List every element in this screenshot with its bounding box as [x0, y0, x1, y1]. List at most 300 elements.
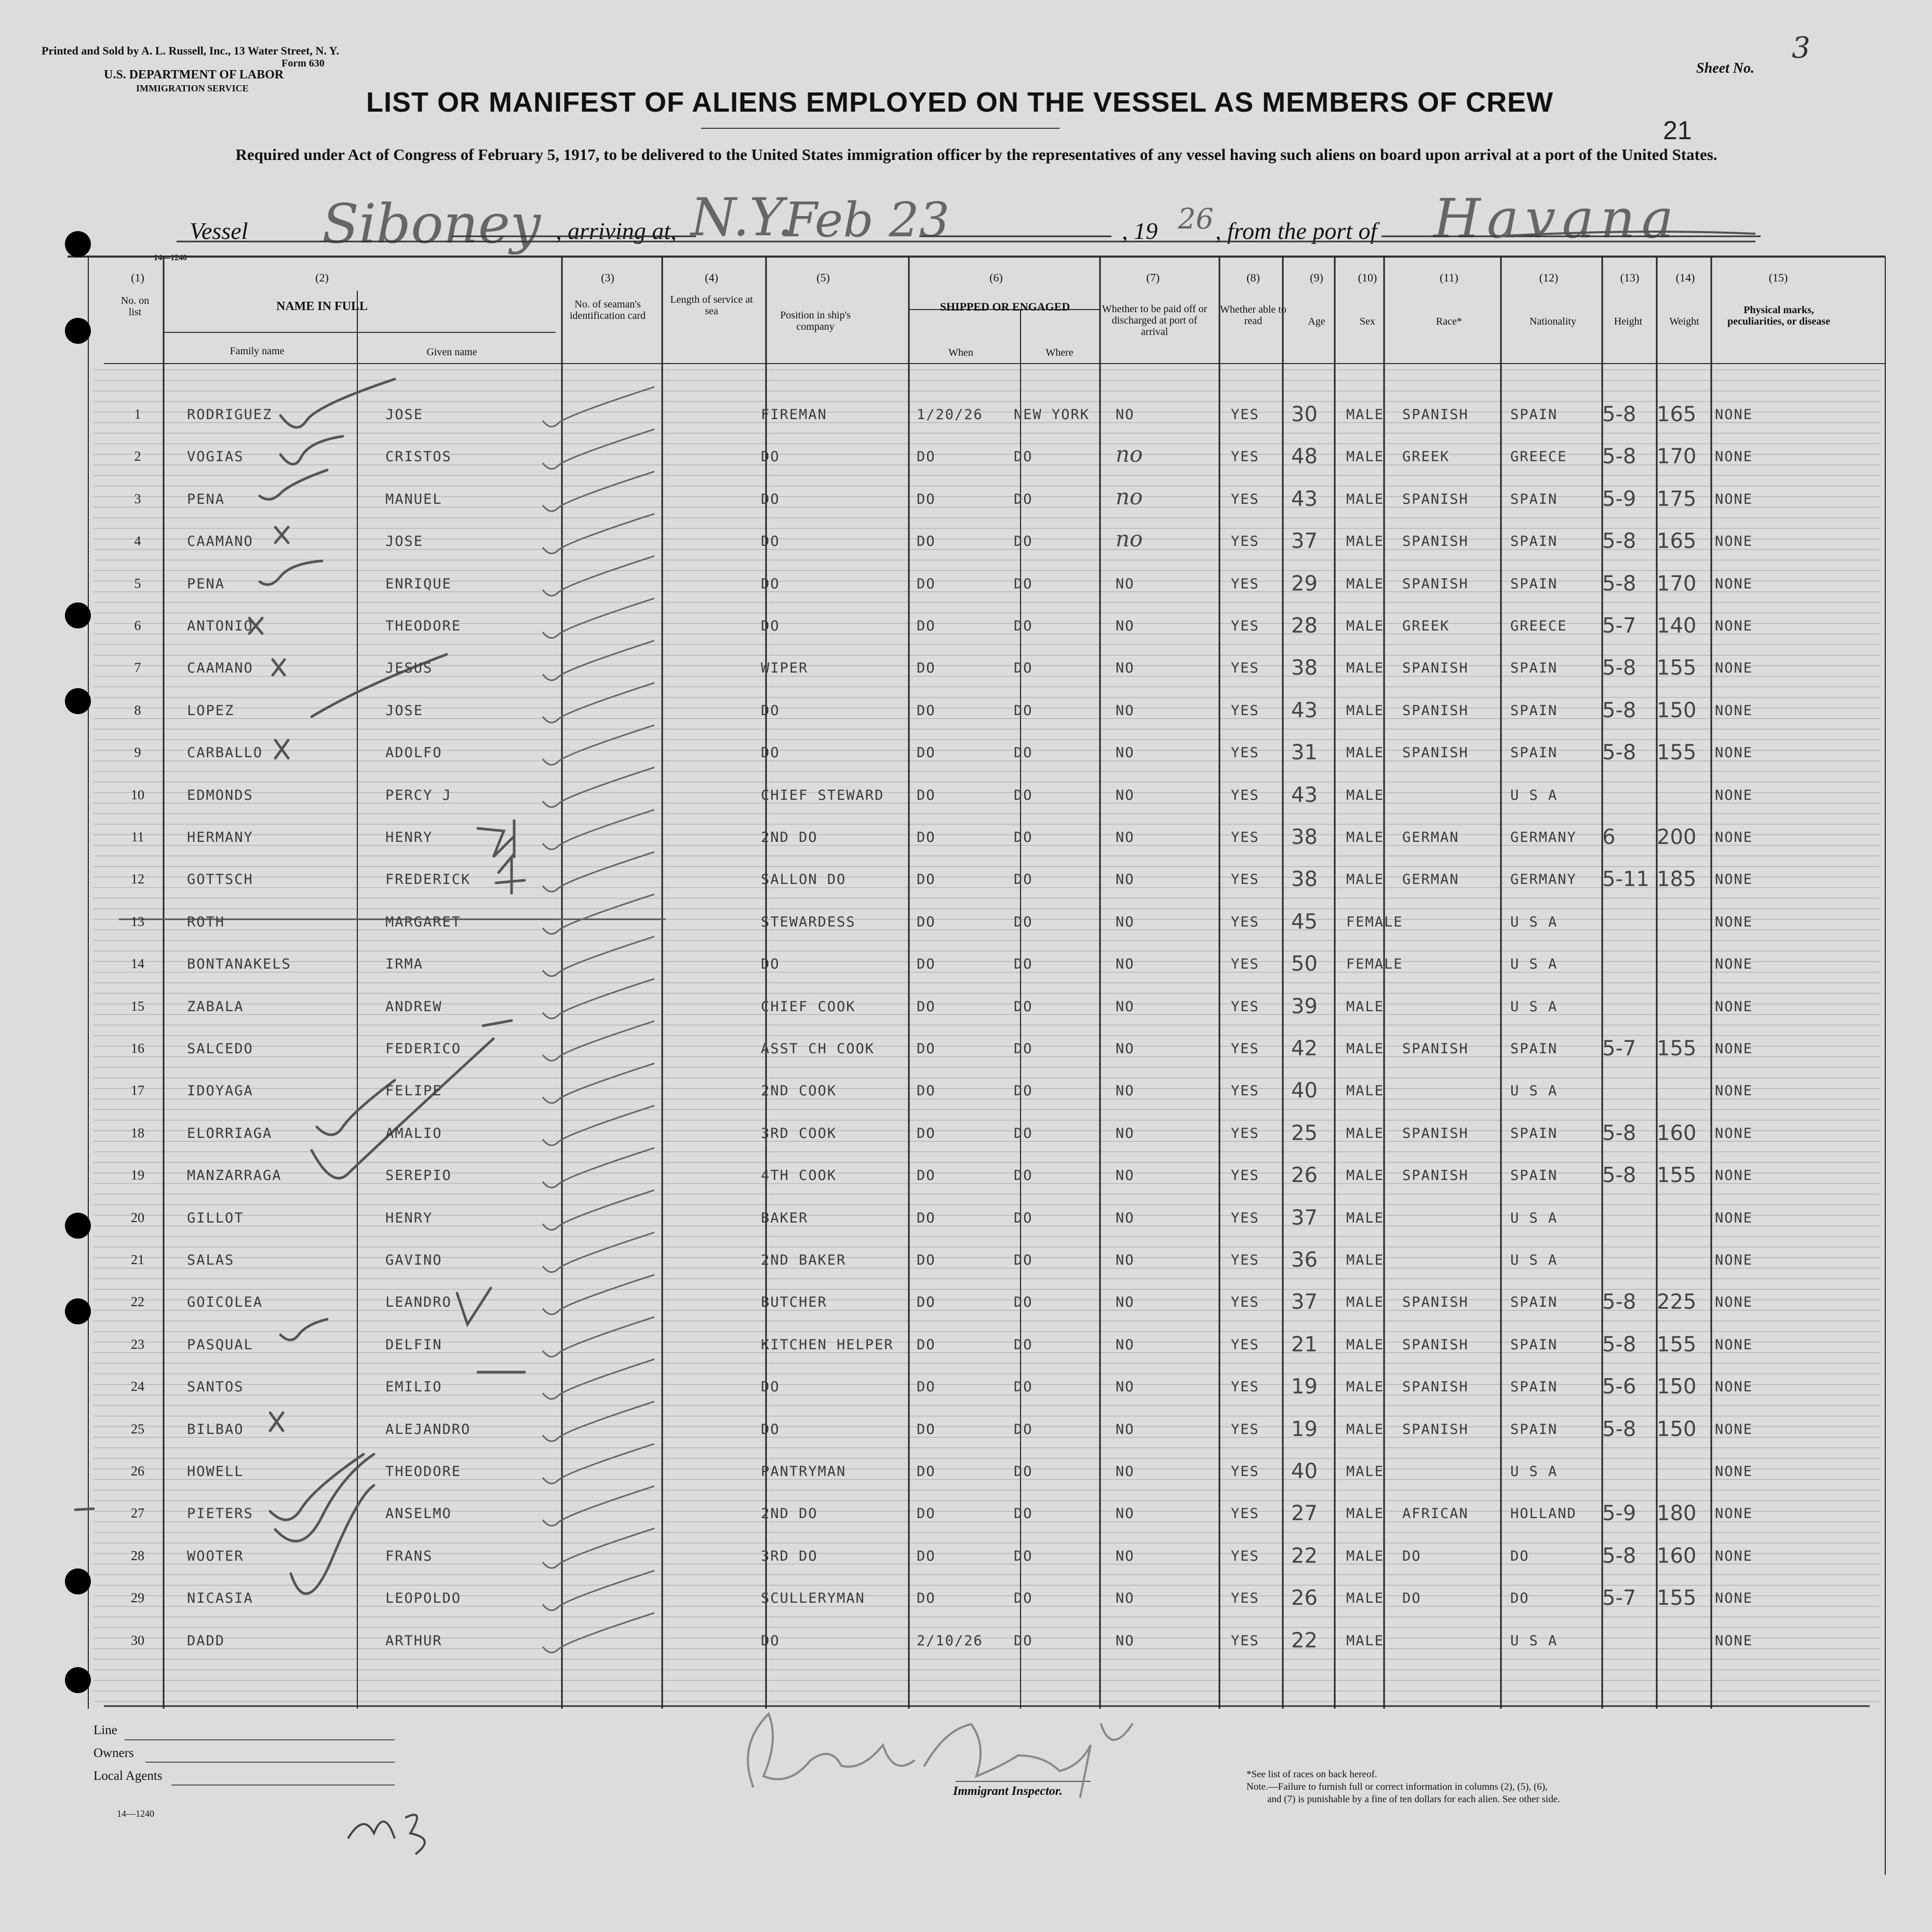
- cell-read: YES: [1231, 407, 1259, 423]
- cell-no: 7: [134, 660, 141, 676]
- cell-when: DO: [917, 1590, 936, 1607]
- cell-race: GREEK: [1402, 449, 1450, 465]
- cell-family: IDOYAGA: [187, 1083, 253, 1099]
- cell-read: YES: [1231, 745, 1259, 761]
- cell-race: SPANISH: [1402, 1336, 1469, 1353]
- cell-where: DO: [1014, 1379, 1033, 1396]
- cell-where: DO: [1014, 575, 1033, 592]
- cell-no: 15: [131, 998, 144, 1014]
- cell-sex: MALE: [1346, 1083, 1385, 1099]
- cell-nat: SPAIN: [1510, 533, 1558, 550]
- cell-read: YES: [1231, 618, 1259, 634]
- cell-paid: NO: [1116, 871, 1135, 888]
- cell-read: YES: [1231, 533, 1259, 550]
- cell-where: DO: [1014, 449, 1033, 465]
- cell-race: SPANISH: [1402, 1421, 1469, 1438]
- note-failure: Note.—Failure to furnish full or correct information in columns (2), (5), (6),: [1246, 1781, 1548, 1792]
- cell-nat: SPAIN: [1510, 1041, 1558, 1057]
- cell-no: 5: [134, 575, 141, 591]
- cell-when: DO: [917, 787, 936, 803]
- cell-when: DO: [917, 1168, 936, 1184]
- cell-sex: MALE: [1346, 1168, 1385, 1184]
- cell-no: 30: [131, 1632, 144, 1648]
- cell-read: YES: [1231, 1210, 1259, 1226]
- cell-age: 25: [1291, 1121, 1318, 1145]
- year-prefix: , 19: [1122, 218, 1158, 244]
- cell-position: DO: [761, 618, 780, 634]
- cell-race: SPANISH: [1402, 491, 1469, 507]
- cell-where: DO: [1014, 1464, 1033, 1480]
- cell-position: DO: [761, 1421, 780, 1438]
- cell-age: 50: [1291, 952, 1318, 976]
- cell-sex: MALE: [1346, 1294, 1385, 1311]
- punch-hole: [65, 1568, 91, 1594]
- cell-sex: MALE: [1346, 871, 1385, 888]
- cell-race: SPANISH: [1402, 660, 1469, 677]
- cell-weight: 155: [1657, 656, 1697, 680]
- cell-paid: NO: [1116, 1336, 1135, 1353]
- cell-family: DADD: [187, 1632, 225, 1649]
- punch-hole: [65, 318, 91, 344]
- col-family-heading: Family name: [230, 345, 285, 357]
- cell-height: 5-8: [1602, 698, 1636, 722]
- cell-when: DO: [917, 660, 936, 677]
- cell-family: BONTANAKELS: [187, 956, 291, 973]
- cell-where: DO: [1014, 1083, 1033, 1099]
- cell-height: 5-8: [1602, 1544, 1636, 1568]
- cell-height: 5-8: [1602, 403, 1636, 426]
- cell-weight: 160: [1657, 1544, 1697, 1568]
- cell-age: 36: [1291, 1248, 1318, 1272]
- cell-where: DO: [1014, 1294, 1033, 1311]
- cell-given: LEOPOLDO: [385, 1590, 462, 1607]
- cell-sex: MALE: [1346, 998, 1385, 1015]
- cell-paid: NO: [1116, 702, 1135, 719]
- cell-paid: NO: [1116, 1294, 1135, 1311]
- cell-position: 3RD DO: [761, 1548, 818, 1564]
- cell-no: 6: [134, 618, 141, 633]
- cell-nat: SPAIN: [1510, 1379, 1558, 1396]
- cell-age: 19: [1291, 1375, 1318, 1399]
- vessel-name: Siboney: [322, 192, 541, 256]
- cell-position: SCULLERYMAN: [761, 1590, 865, 1607]
- cell-paid: no: [1116, 484, 1143, 509]
- cell-age: 28: [1291, 614, 1318, 638]
- cell-marks: NONE: [1715, 1252, 1753, 1268]
- cell-paid: NO: [1116, 787, 1135, 803]
- cell-sex: FEMALE: [1346, 914, 1403, 930]
- cell-nat: GREECE: [1510, 449, 1567, 465]
- cell-family: GILLOT: [187, 1210, 244, 1226]
- cell-no: 12: [131, 871, 144, 887]
- cell-age: 40: [1291, 1079, 1318, 1103]
- cell-family: PENA: [187, 491, 225, 507]
- cell-where: DO: [1014, 1168, 1033, 1184]
- cell-age: 29: [1291, 571, 1318, 596]
- cell-race: SPANISH: [1402, 1125, 1469, 1142]
- cell-paid: NO: [1116, 1083, 1135, 1099]
- cell-family: PENA: [187, 575, 225, 592]
- col-name-heading: NAME IN FULL: [276, 300, 368, 313]
- cell-given: FELIPE: [385, 1083, 442, 1099]
- cell-when: DO: [917, 1252, 936, 1268]
- cell-nat: GREECE: [1510, 618, 1567, 634]
- cell-no: 28: [131, 1548, 144, 1563]
- cell-family: HERMANY: [187, 829, 253, 846]
- col-when-heading: When: [948, 347, 973, 358]
- cell-read: YES: [1231, 1590, 1259, 1607]
- column-number: (12): [1539, 271, 1559, 284]
- cell-position: 2ND COOK: [761, 1083, 837, 1099]
- cell-given: ANSELMO: [385, 1506, 452, 1522]
- cell-where: DO: [1014, 787, 1033, 803]
- cell-sex: MALE: [1346, 1125, 1385, 1142]
- cell-paid: NO: [1116, 618, 1135, 634]
- cell-read: YES: [1231, 1041, 1259, 1057]
- cell-sex: MALE: [1346, 702, 1385, 719]
- cell-marks: NONE: [1715, 491, 1753, 507]
- col-shipped-heading: SHIPPED OR ENGAGED: [940, 300, 1070, 313]
- cell-nat: SPAIN: [1510, 1294, 1558, 1311]
- punch-hole: [65, 1667, 91, 1693]
- col-race-heading: Race*: [1436, 316, 1462, 327]
- cell-weight: 155: [1657, 741, 1697, 765]
- cell-position: 3RD COOK: [761, 1125, 837, 1142]
- cell-no: 18: [131, 1125, 144, 1141]
- cell-sex: MALE: [1346, 449, 1385, 465]
- col-age-heading: Age: [1308, 316, 1325, 327]
- cell-when: DO: [917, 1379, 936, 1396]
- cell-no: 16: [131, 1041, 144, 1056]
- cell-family: ANTONIO: [187, 618, 253, 634]
- cell-height: 5-11: [1602, 867, 1649, 892]
- cell-height: 5-8: [1602, 529, 1636, 554]
- cell-age: 22: [1291, 1628, 1318, 1653]
- cell-paid: NO: [1116, 914, 1135, 930]
- cell-paid: NO: [1116, 1590, 1135, 1607]
- cell-family: WOOTER: [187, 1548, 244, 1564]
- cell-given: ADOLFO: [385, 745, 442, 761]
- cell-no: 8: [134, 702, 141, 718]
- cell-race: SPANISH: [1402, 702, 1469, 719]
- cell-read: YES: [1231, 449, 1259, 465]
- cell-paid: NO: [1116, 1421, 1135, 1438]
- cell-family: LOPEZ: [187, 702, 235, 719]
- cell-read: YES: [1231, 491, 1259, 507]
- sheet-label: Sheet No.: [1696, 60, 1754, 76]
- cell-given: EMILIO: [385, 1379, 442, 1396]
- cell-no: 11: [131, 829, 144, 844]
- from-port: Havana: [1433, 187, 1680, 250]
- cell-position: DO: [761, 956, 780, 973]
- cell-nat: U S A: [1510, 1252, 1558, 1268]
- cell-marks: NONE: [1715, 1590, 1753, 1607]
- cell-given: JOSE: [385, 533, 424, 550]
- note-fine: and (7) is punishable by a fine of ten dollars for each alien. See other side.: [1267, 1794, 1561, 1805]
- cell-marks: NONE: [1715, 1506, 1753, 1522]
- cell-marks: NONE: [1715, 1632, 1753, 1649]
- cell-height: 5-8: [1602, 1290, 1636, 1314]
- cell-when: DO: [917, 575, 936, 592]
- cell-marks: NONE: [1715, 702, 1753, 719]
- cell-no: 9: [134, 745, 141, 760]
- cell-paid: NO: [1116, 1632, 1135, 1649]
- cell-age: 39: [1291, 994, 1318, 1018]
- cell-age: 37: [1291, 1205, 1318, 1230]
- cell-race: AFRICAN: [1402, 1506, 1469, 1522]
- cell-height: 5-8: [1602, 1121, 1636, 1145]
- cell-age: 27: [1291, 1501, 1318, 1526]
- cell-sex: MALE: [1346, 1379, 1385, 1396]
- cell-family: NICASIA: [187, 1590, 253, 1607]
- cell-read: YES: [1231, 914, 1259, 930]
- cell-height: 5-7: [1602, 1037, 1636, 1061]
- cell-nat: SPAIN: [1510, 575, 1558, 592]
- cell-no: 26: [131, 1464, 144, 1479]
- cell-family: SALCEDO: [187, 1041, 253, 1057]
- cell-where: DO: [1014, 1548, 1033, 1564]
- cell-weight: 160: [1657, 1121, 1697, 1145]
- cell-sex: MALE: [1346, 1464, 1385, 1480]
- cell-age: 42: [1291, 1037, 1318, 1061]
- cell-position: WIPER: [761, 660, 809, 677]
- cell-paid: NO: [1116, 1041, 1135, 1057]
- cell-age: 37: [1291, 529, 1318, 554]
- cell-weight: 165: [1657, 529, 1697, 554]
- vessel-label: Vessel: [190, 218, 248, 244]
- cell-marks: NONE: [1715, 449, 1753, 465]
- cell-family: CAAMANO: [187, 533, 253, 550]
- cell-position: DO: [761, 449, 780, 465]
- cell-position: KITCHEN HELPER: [761, 1336, 894, 1353]
- cell-height: 5-7: [1602, 614, 1636, 638]
- cell-read: YES: [1231, 1548, 1259, 1564]
- cell-where: DO: [1014, 1252, 1033, 1268]
- cell-race: SPANISH: [1402, 407, 1469, 423]
- footer-code: 14—1240: [117, 1808, 154, 1819]
- cell-where: DO: [1014, 914, 1033, 930]
- cell-family: GOICOLEA: [187, 1294, 263, 1311]
- cell-given: THEODORE: [385, 1464, 462, 1480]
- cell-sex: MALE: [1346, 1590, 1385, 1607]
- cell-where: DO: [1014, 1506, 1033, 1522]
- cell-marks: NONE: [1715, 1464, 1753, 1480]
- cell-given: ARTHUR: [385, 1632, 442, 1649]
- cell-marks: NONE: [1715, 1083, 1753, 1099]
- cell-position: 4TH COOK: [761, 1168, 837, 1184]
- cell-family: MANZARRAGA: [187, 1168, 282, 1184]
- cell-when: DO: [917, 871, 936, 888]
- cell-read: YES: [1231, 1464, 1259, 1480]
- cell-position: STEWARDESS: [761, 914, 856, 930]
- cell-marks: NONE: [1715, 575, 1753, 592]
- cell-position: BUTCHER: [761, 1294, 827, 1311]
- cell-where: DO: [1014, 1210, 1033, 1226]
- page-number: 21: [1663, 116, 1692, 145]
- from-label: , from the port of: [1215, 218, 1377, 244]
- cell-when: DO: [917, 491, 936, 507]
- cell-given: FREDERICK: [385, 871, 471, 888]
- cell-weight: 185: [1657, 867, 1697, 892]
- cell-age: 38: [1291, 825, 1318, 849]
- cell-nat: GERMANY: [1510, 871, 1577, 888]
- cell-marks: NONE: [1715, 998, 1753, 1015]
- cell-no: 17: [131, 1083, 144, 1098]
- cell-where: DO: [1014, 618, 1033, 634]
- cell-marks: NONE: [1715, 1548, 1753, 1564]
- cell-age: 38: [1291, 656, 1318, 680]
- cell-weight: 170: [1657, 445, 1697, 469]
- cell-age: 19: [1291, 1417, 1318, 1441]
- cell-given: LEANDRO: [385, 1294, 452, 1311]
- cell-nat: GERMANY: [1510, 829, 1577, 846]
- column-number: (15): [1768, 271, 1788, 284]
- cell-weight: 165: [1657, 403, 1697, 426]
- cell-weight: 150: [1657, 1417, 1697, 1441]
- cell-race: SPANISH: [1402, 1041, 1469, 1057]
- column-number: (13): [1620, 271, 1640, 284]
- cell-family: ZABALA: [187, 998, 244, 1015]
- cell-where: DO: [1014, 829, 1033, 846]
- col-position-heading: Position in ship's company: [780, 310, 851, 332]
- cell-sex: MALE: [1346, 407, 1385, 423]
- cell-no: 13: [131, 914, 144, 929]
- cell-read: YES: [1231, 702, 1259, 719]
- punch-hole: [65, 1213, 91, 1239]
- cell-nat: HOLLAND: [1510, 1506, 1577, 1522]
- cell-race: SPANISH: [1402, 1379, 1469, 1396]
- column-number: (11): [1440, 271, 1458, 284]
- cell-nat: U S A: [1510, 914, 1558, 930]
- cell-age: 31: [1291, 741, 1318, 765]
- cell-family: SANTOS: [187, 1379, 244, 1396]
- cell-height: 6: [1602, 825, 1616, 849]
- cell-nat: U S A: [1510, 1083, 1558, 1099]
- cell-read: YES: [1231, 1421, 1259, 1438]
- col-no-heading: No. on list: [120, 295, 150, 318]
- cell-marks: NONE: [1715, 1041, 1753, 1057]
- cell-when: DO: [917, 914, 936, 930]
- cell-marks: NONE: [1715, 1336, 1753, 1353]
- cell-when: DO: [917, 1210, 936, 1226]
- cell-sex: FEMALE: [1346, 956, 1403, 973]
- cell-when: DO: [917, 1125, 936, 1142]
- cell-race: SPANISH: [1402, 533, 1469, 550]
- cell-sex: MALE: [1346, 1252, 1385, 1268]
- cell-paid: NO: [1116, 660, 1135, 677]
- cell-when: DO: [917, 1294, 936, 1311]
- cell-marks: NONE: [1715, 1379, 1753, 1396]
- cell-marks: NONE: [1715, 660, 1753, 677]
- cell-race: SPANISH: [1402, 745, 1469, 761]
- cell-race: DO: [1402, 1548, 1421, 1564]
- cell-read: YES: [1231, 1252, 1259, 1268]
- cell-where: DO: [1014, 745, 1033, 761]
- cell-weight: 150: [1657, 1375, 1697, 1399]
- column-number: (8): [1246, 271, 1260, 284]
- cell-read: YES: [1231, 1336, 1259, 1353]
- cell-nat: DO: [1510, 1590, 1530, 1607]
- cell-weight: 200: [1657, 825, 1697, 849]
- cell-height: 5-9: [1602, 487, 1636, 511]
- cell-read: YES: [1231, 660, 1259, 677]
- cell-sex: MALE: [1346, 533, 1385, 550]
- cell-position: PANTRYMAN: [761, 1464, 847, 1480]
- cell-given: FEDERICO: [385, 1041, 462, 1057]
- form-code: 14—1240: [154, 253, 187, 262]
- cell-paid: no: [1116, 526, 1143, 552]
- cell-sex: MALE: [1346, 787, 1385, 803]
- cell-age: 43: [1291, 783, 1318, 807]
- cell-marks: NONE: [1715, 618, 1753, 634]
- cell-marks: NONE: [1715, 1210, 1753, 1226]
- cell-where: DO: [1014, 871, 1033, 888]
- form-number: Form 630: [281, 58, 325, 69]
- cell-weight: 175: [1657, 487, 1697, 511]
- cell-given: IRMA: [385, 956, 424, 973]
- cell-marks: NONE: [1715, 533, 1753, 550]
- cell-when: DO: [917, 1083, 936, 1099]
- cell-age: 43: [1291, 698, 1318, 722]
- footer-owners-label: Owners: [93, 1746, 134, 1760]
- cell-where: DO: [1014, 533, 1033, 550]
- cell-when: 2/10/26: [917, 1632, 983, 1649]
- cell-where: NEW YORK: [1014, 407, 1090, 423]
- cell-age: 26: [1291, 1586, 1318, 1611]
- cell-where: DO: [1014, 1336, 1033, 1353]
- cell-height: 5-8: [1602, 1417, 1636, 1441]
- cell-weight: 155: [1657, 1037, 1697, 1061]
- cell-no: 3: [134, 491, 141, 506]
- cell-given: HENRY: [385, 829, 433, 846]
- col-height-heading: Height: [1614, 316, 1643, 327]
- cell-paid: NO: [1116, 1210, 1135, 1226]
- cell-where: DO: [1014, 491, 1033, 507]
- cell-nat: SPAIN: [1510, 1125, 1558, 1142]
- cell-given: CRISTOS: [385, 449, 452, 465]
- cell-nat: SPAIN: [1510, 1168, 1558, 1184]
- cell-weight: 170: [1657, 571, 1697, 596]
- cell-sex: MALE: [1346, 1336, 1385, 1353]
- cell-given: THEODORE: [385, 618, 462, 634]
- cell-position: ASST CH COOK: [761, 1041, 875, 1057]
- cell-race: SPANISH: [1402, 1168, 1469, 1184]
- cell-paid: NO: [1116, 998, 1135, 1015]
- cell-height: 5-8: [1602, 1332, 1636, 1357]
- cell-family: ROTH: [187, 914, 225, 930]
- column-number: (9): [1310, 271, 1323, 284]
- cell-no: 27: [131, 1506, 144, 1521]
- cell-family: RODRIGUEZ: [187, 407, 273, 423]
- cell-paid: NO: [1116, 829, 1135, 846]
- cell-paid: NO: [1116, 1168, 1135, 1184]
- column-number: (5): [816, 271, 830, 284]
- cell-position: 2ND DO: [761, 829, 818, 846]
- cell-nat: U S A: [1510, 1210, 1558, 1226]
- cell-read: YES: [1231, 1168, 1259, 1184]
- cell-given: MANUEL: [385, 491, 442, 507]
- cell-weight: 155: [1657, 1332, 1697, 1357]
- cell-nat: U S A: [1510, 998, 1558, 1015]
- cell-paid: NO: [1116, 745, 1135, 761]
- cell-no: 10: [131, 787, 144, 802]
- cell-no: 2: [134, 449, 141, 464]
- cell-no: 22: [131, 1294, 144, 1310]
- cell-where: DO: [1014, 998, 1033, 1015]
- cell-when: DO: [917, 1548, 936, 1564]
- cell-sex: MALE: [1346, 618, 1385, 634]
- cell-when: DO: [917, 829, 936, 846]
